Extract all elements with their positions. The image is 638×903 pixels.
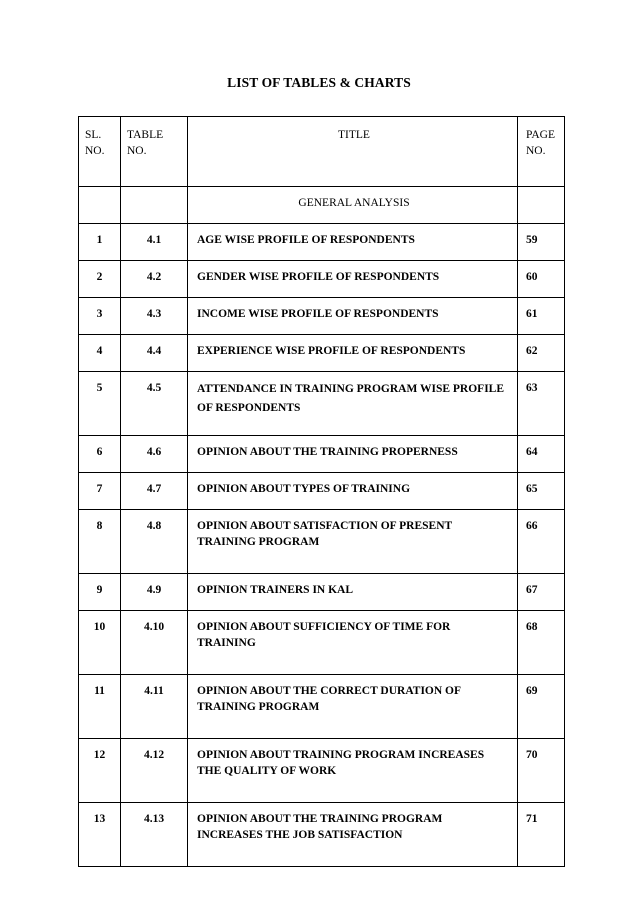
section-label: GENERAL ANALYSIS	[188, 187, 518, 224]
table-no-cell: 4.13	[121, 803, 188, 867]
header-table-line2: NO.	[127, 145, 147, 157]
sl-no-cell: 9	[79, 574, 121, 611]
table-row	[79, 739, 565, 803]
table-row	[79, 675, 565, 739]
page-no-cell: 62	[518, 335, 565, 372]
page-no-cell: 61	[518, 298, 565, 335]
table-row	[79, 298, 565, 335]
section-row	[79, 187, 565, 224]
table-no-cell: 4.9	[121, 574, 188, 611]
title-cell: OPINION ABOUT THE TRAINING PROGRAM INCREASES THE JOB SATISFACTION	[188, 803, 518, 867]
section-empty-cell	[121, 187, 188, 224]
title-cell: AGE WISE PROFILE OF RESPONDENTS	[188, 224, 518, 261]
header-title: TITLE	[188, 117, 518, 187]
header-page-line2: NO.	[526, 145, 546, 157]
page-no-cell: 66	[518, 510, 565, 574]
header-sl-no	[79, 117, 121, 187]
table-no-cell: 4.10	[121, 611, 188, 675]
header-page-line1: PAGE	[526, 129, 555, 141]
sl-no-cell: 13	[79, 803, 121, 867]
sl-no-cell: 1	[79, 224, 121, 261]
page-no-cell: 68	[518, 611, 565, 675]
table-no-cell: 4.8	[121, 510, 188, 574]
sl-no-cell: 8	[79, 510, 121, 574]
title-cell: OPINION TRAINERS IN KAL	[188, 574, 518, 611]
table-row	[79, 335, 565, 372]
sl-no-cell: 2	[79, 261, 121, 298]
title-cell: ATTENDANCE IN TRAINING PROGRAM WISE PROFILE OF RESPONDENTS	[188, 372, 518, 436]
table-row	[79, 803, 565, 867]
page-no-cell: 64	[518, 436, 565, 473]
page-no-cell: 63	[518, 372, 565, 436]
table-row	[79, 436, 565, 473]
header-page-no	[518, 117, 565, 187]
sl-no-cell: 12	[79, 739, 121, 803]
page-no-cell: 65	[518, 473, 565, 510]
section-empty-cell	[79, 187, 121, 224]
page-no-cell: 59	[518, 224, 565, 261]
table-no-cell: 4.2	[121, 261, 188, 298]
table-no-cell: 4.1	[121, 224, 188, 261]
table-no-cell: 4.6	[121, 436, 188, 473]
section-empty-cell	[518, 187, 565, 224]
page-no-cell: 67	[518, 574, 565, 611]
table-row	[79, 574, 565, 611]
table-row	[79, 510, 565, 574]
table-header-row	[79, 117, 565, 187]
header-table-line1: TABLE	[127, 129, 164, 141]
header-table-no	[121, 117, 188, 187]
tables-list	[78, 116, 565, 867]
sl-no-cell: 6	[79, 436, 121, 473]
table-row	[79, 611, 565, 675]
sl-no-cell: 3	[79, 298, 121, 335]
sl-no-cell: 5	[79, 372, 121, 436]
page-title: LIST OF TABLES & CHARTS	[227, 75, 411, 90]
page-no-cell: 70	[518, 739, 565, 803]
table-no-cell: 4.7	[121, 473, 188, 510]
page-no-cell: 60	[518, 261, 565, 298]
title-cell: OPINION ABOUT THE CORRECT DURATION OF TRAINING PROGRAM	[188, 675, 518, 739]
table-no-cell: 4.5	[121, 372, 188, 436]
table-no-cell: 4.12	[121, 739, 188, 803]
title-cell: OPINION ABOUT SUFFICIENCY OF TIME FOR TRAINING	[188, 611, 518, 675]
table-no-cell: 4.3	[121, 298, 188, 335]
title-cell: OPINION ABOUT THE TRAINING PROPERNESS	[188, 436, 518, 473]
table-row	[79, 473, 565, 510]
sl-no-cell: 7	[79, 473, 121, 510]
sl-no-cell: 4	[79, 335, 121, 372]
title-cell: OPINION ABOUT TRAINING PROGRAM INCREASES THE QUALITY OF WORK	[188, 739, 518, 803]
page-no-cell: 71	[518, 803, 565, 867]
title-cell: INCOME WISE PROFILE OF RESPONDENTS	[188, 298, 518, 335]
table-row	[79, 224, 565, 261]
table-no-cell: 4.11	[121, 675, 188, 739]
table-row	[79, 261, 565, 298]
sl-no-cell: 11	[79, 675, 121, 739]
table-no-cell: 4.4	[121, 335, 188, 372]
page-no-cell: 69	[518, 675, 565, 739]
title-cell: EXPERIENCE WISE PROFILE OF RESPONDENTS	[188, 335, 518, 372]
header-sl-line1: SL.	[85, 129, 102, 141]
title-cell: OPINION ABOUT TYPES OF TRAINING	[188, 473, 518, 510]
sl-no-cell: 10	[79, 611, 121, 675]
title-cell: OPINION ABOUT SATISFACTION OF PRESENT TRAINING PROGRAM	[188, 510, 518, 574]
header-sl-line2: NO.	[85, 145, 105, 157]
title-cell: GENDER WISE PROFILE OF RESPONDENTS	[188, 261, 518, 298]
table-row	[79, 372, 565, 436]
